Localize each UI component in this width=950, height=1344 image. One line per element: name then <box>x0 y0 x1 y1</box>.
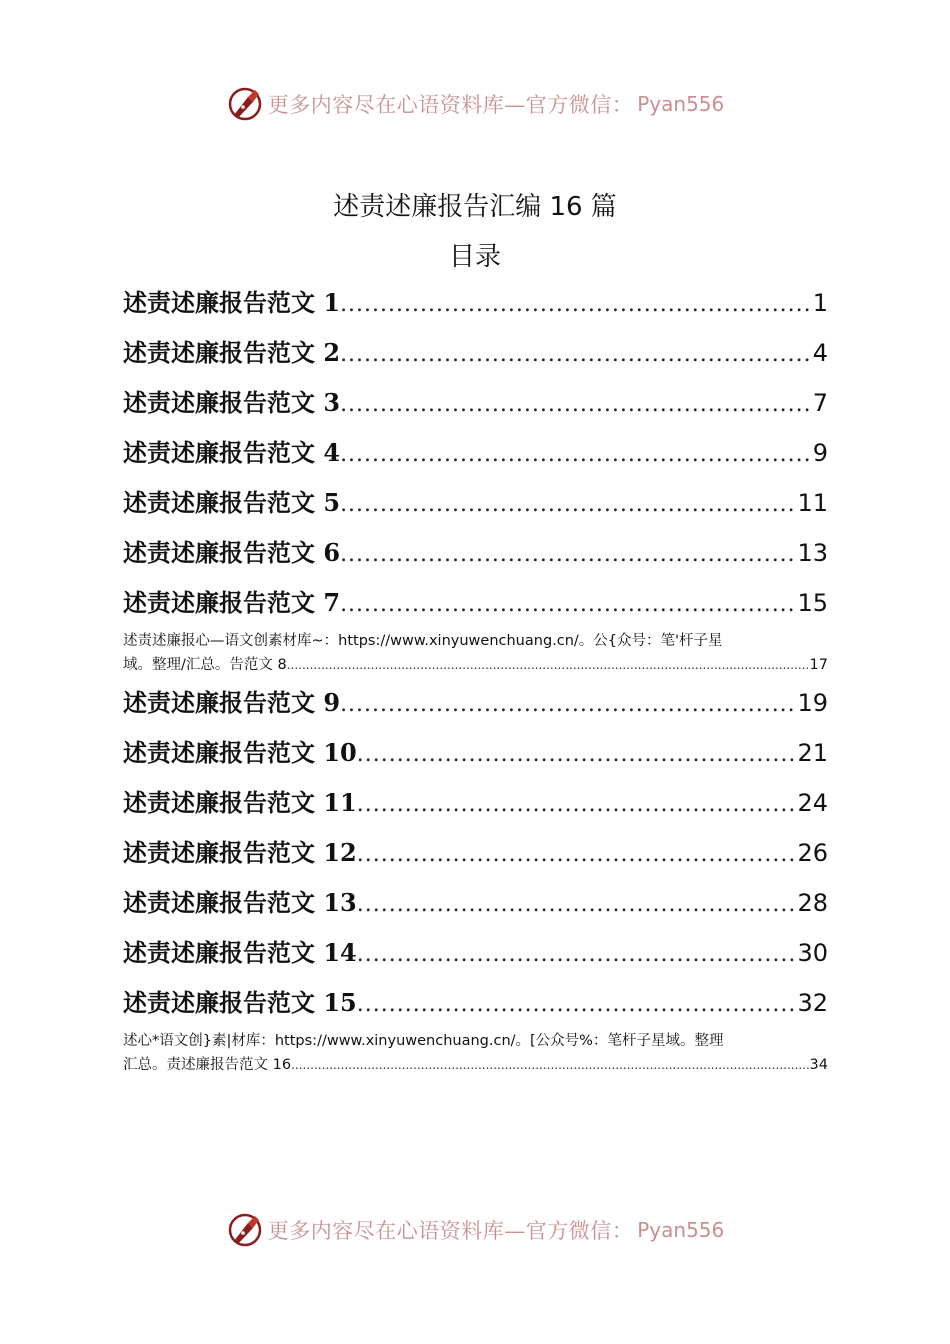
toc-entry-label: 述责述廉报告范文 11 <box>123 788 357 817</box>
dot-leader <box>287 653 810 677</box>
toc-entry-label: 述责述廉报告范文 9 <box>123 688 341 717</box>
dot-leader <box>340 680 797 728</box>
toc-entry-9[interactable] <box>123 678 828 728</box>
toc-entry-15[interactable] <box>123 978 828 1028</box>
toc-entry-label: 述责述廉报告范文 3 <box>123 388 341 417</box>
toc-entry-10[interactable] <box>123 728 828 778</box>
toc-entry-13[interactable] <box>123 878 828 928</box>
toc-entry-page: 11 <box>797 489 828 517</box>
dot-leader <box>357 830 798 878</box>
toc-entry-page: 34 <box>809 1057 828 1073</box>
toc-entry-5[interactable] <box>123 478 828 528</box>
footer-banner-text: 更多内容尽在心语资料库—官方微信： <box>267 1219 634 1243</box>
toc-entry-16[interactable] <box>123 1028 828 1078</box>
toc-entry-16-line2: 汇总。责述廉报告范文 16 <box>123 1057 292 1073</box>
dot-leader <box>340 430 813 478</box>
toc-entry-6[interactable] <box>123 528 828 578</box>
toc-entry-8[interactable] <box>123 628 828 678</box>
toc-entry-4[interactable] <box>123 428 828 478</box>
pen-nib-logo-icon <box>226 85 264 123</box>
toc-entry-label: 述责述廉报告范文 10 <box>123 738 357 767</box>
toc-entry-14[interactable] <box>123 928 828 978</box>
toc-entry-page: 15 <box>797 589 828 617</box>
dot-leader <box>340 380 813 428</box>
dot-leader <box>357 730 798 778</box>
toc-entry-page: 19 <box>797 689 828 717</box>
toc-entry-8-line1: 述责述廉报心—语文创素材库~：https://www.xinyuwenchuang.cn/。公{众号：笔'杆子星 <box>123 633 723 649</box>
toc-entry-page: 7 <box>812 389 828 417</box>
dot-leader <box>340 480 797 528</box>
toc-entry-11[interactable] <box>123 778 828 828</box>
dot-leader <box>340 280 813 328</box>
dot-leader <box>357 930 798 978</box>
toc-entry-1[interactable] <box>123 278 828 328</box>
header-banner <box>0 84 950 124</box>
toc-entry-label: 述责述廉报告范文 6 <box>123 538 341 567</box>
toc-entry-label: 述责述廉报告范文 4 <box>123 438 341 467</box>
toc-entry-page: 4 <box>812 339 828 367</box>
pen-nib-logo-icon <box>226 1211 264 1249</box>
toc-entry-page: 32 <box>797 989 828 1017</box>
toc-entry-12[interactable] <box>123 828 828 878</box>
toc-entry-page: 24 <box>797 789 828 817</box>
dot-leader <box>340 330 813 378</box>
dot-leader <box>291 1053 809 1077</box>
dot-leader <box>340 580 797 628</box>
header-banner-wechat: Pyan556 <box>637 92 725 116</box>
toc-entry-16-line1: 述心*语文创}素|材库：https://www.xinyuwenchuang.cn/。[公众号%：笔杆子星域。整理 <box>123 1033 724 1049</box>
toc-entry-label: 述责述廉报告范文 15 <box>123 988 357 1017</box>
dot-leader <box>357 780 798 828</box>
toc-entry-page: 17 <box>809 657 828 673</box>
toc-entry-3[interactable] <box>123 378 828 428</box>
header-banner-text: 更多内容尽在心语资料库—官方微信： <box>267 93 634 117</box>
toc-entry-7[interactable] <box>123 578 828 628</box>
toc-entry-label: 述责述廉报告范文 2 <box>123 338 341 367</box>
document-title: 述责述廉报告汇编 16 篇 <box>333 192 617 222</box>
toc-entry-label: 述责述廉报告范文 1 <box>123 288 341 317</box>
table-of-contents <box>123 278 828 1078</box>
toc-entry-page: 26 <box>797 839 828 867</box>
toc-entry-page: 13 <box>797 539 828 567</box>
dot-leader <box>357 880 798 928</box>
toc-entry-page: 1 <box>812 289 828 317</box>
toc-entry-label: 述责述廉报告范文 13 <box>123 888 357 917</box>
dot-leader <box>357 980 798 1028</box>
footer-banner <box>0 1210 950 1250</box>
toc-entry-page: 21 <box>797 739 828 767</box>
footer-banner-wechat: Pyan556 <box>637 1218 725 1242</box>
toc-title: 目录 <box>448 242 501 272</box>
dot-leader <box>340 530 797 578</box>
toc-entry-page: 9 <box>812 439 828 467</box>
toc-entry-2[interactable] <box>123 328 828 378</box>
toc-entry-label: 述责述廉报告范文 7 <box>123 588 341 617</box>
toc-entry-page: 28 <box>797 889 828 917</box>
toc-entry-label: 述责述廉报告范文 5 <box>123 488 341 517</box>
toc-entry-label: 述责述廉报告范文 12 <box>123 838 357 867</box>
toc-entry-page: 30 <box>797 939 828 967</box>
toc-entry-8-line2: 域。整理/汇总。告范文 8 <box>123 657 287 673</box>
toc-entry-label: 述责述廉报告范文 14 <box>123 938 357 967</box>
